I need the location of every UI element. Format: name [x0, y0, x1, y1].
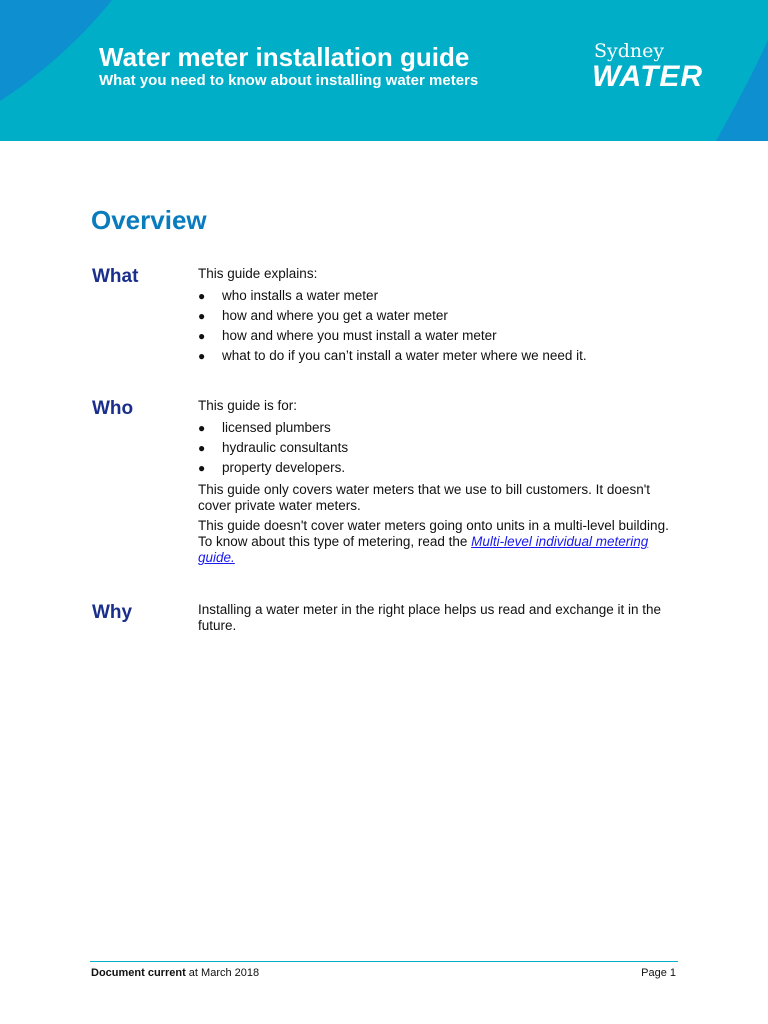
section-label-why: Why [92, 602, 133, 623]
bullet-icon: ● [198, 329, 206, 343]
list-item: ● how and where you get a water meter [198, 306, 678, 326]
footer-document-status: Document current at March 2018 [91, 967, 260, 979]
multi-level-guide-link[interactable]: Multi-level individual metering guide. [198, 534, 649, 565]
who-multilevel-note: This guide doesn't cover water meters going onto units in a multi-level building. To know about this type of metering, read the Multi-level individual metering guide. [198, 518, 669, 565]
list-item: ● property developers. [198, 458, 678, 478]
logo-water-text: WATER [592, 60, 704, 93]
section-body-who [198, 398, 678, 570]
list-item: ● who installs a water meter [198, 286, 678, 306]
bullet-icon: ● [198, 289, 206, 303]
list-item: ● hydraulic consultants [198, 438, 678, 458]
who-intro: This guide is for: [198, 398, 298, 413]
logo-sydney-text: Sydney [594, 40, 665, 62]
bullet-icon: ● [198, 349, 206, 363]
what-intro: This guide explains: [198, 266, 318, 281]
bullet-icon: ● [198, 309, 206, 323]
list-item: ● licensed plumbers [198, 418, 678, 438]
footer-page-number: Page 1 [641, 967, 676, 979]
bullet-icon: ● [198, 441, 206, 455]
bullet-icon: ● [198, 461, 206, 475]
section-label-who: Who [92, 398, 134, 419]
sydney-water-logo [592, 40, 732, 100]
section-body-what [198, 266, 678, 370]
why-text: Installing a water meter in the right place helps us read and exchange it in the future. [198, 602, 662, 633]
document-subtitle: What you need to know about installing water meters [99, 72, 479, 89]
what-bullet-list [198, 286, 678, 366]
section-body-why [198, 602, 678, 638]
list-item: ● how and where you must install a water meter [198, 326, 678, 346]
bullet-icon: ● [198, 421, 206, 435]
document-title: Water meter installation guide [99, 42, 470, 72]
who-billing-note: This guide only covers water meters that we use to bill customers. It doesn't cover private water meters. [198, 482, 651, 513]
overview-heading: Overview [91, 205, 207, 235]
list-item: ● what to do if you can’t install a water meter where we need it. [198, 346, 678, 366]
header-banner [0, 0, 768, 141]
who-bullet-list [198, 418, 678, 478]
footer-divider [90, 961, 678, 962]
section-label-what: What [92, 266, 139, 287]
